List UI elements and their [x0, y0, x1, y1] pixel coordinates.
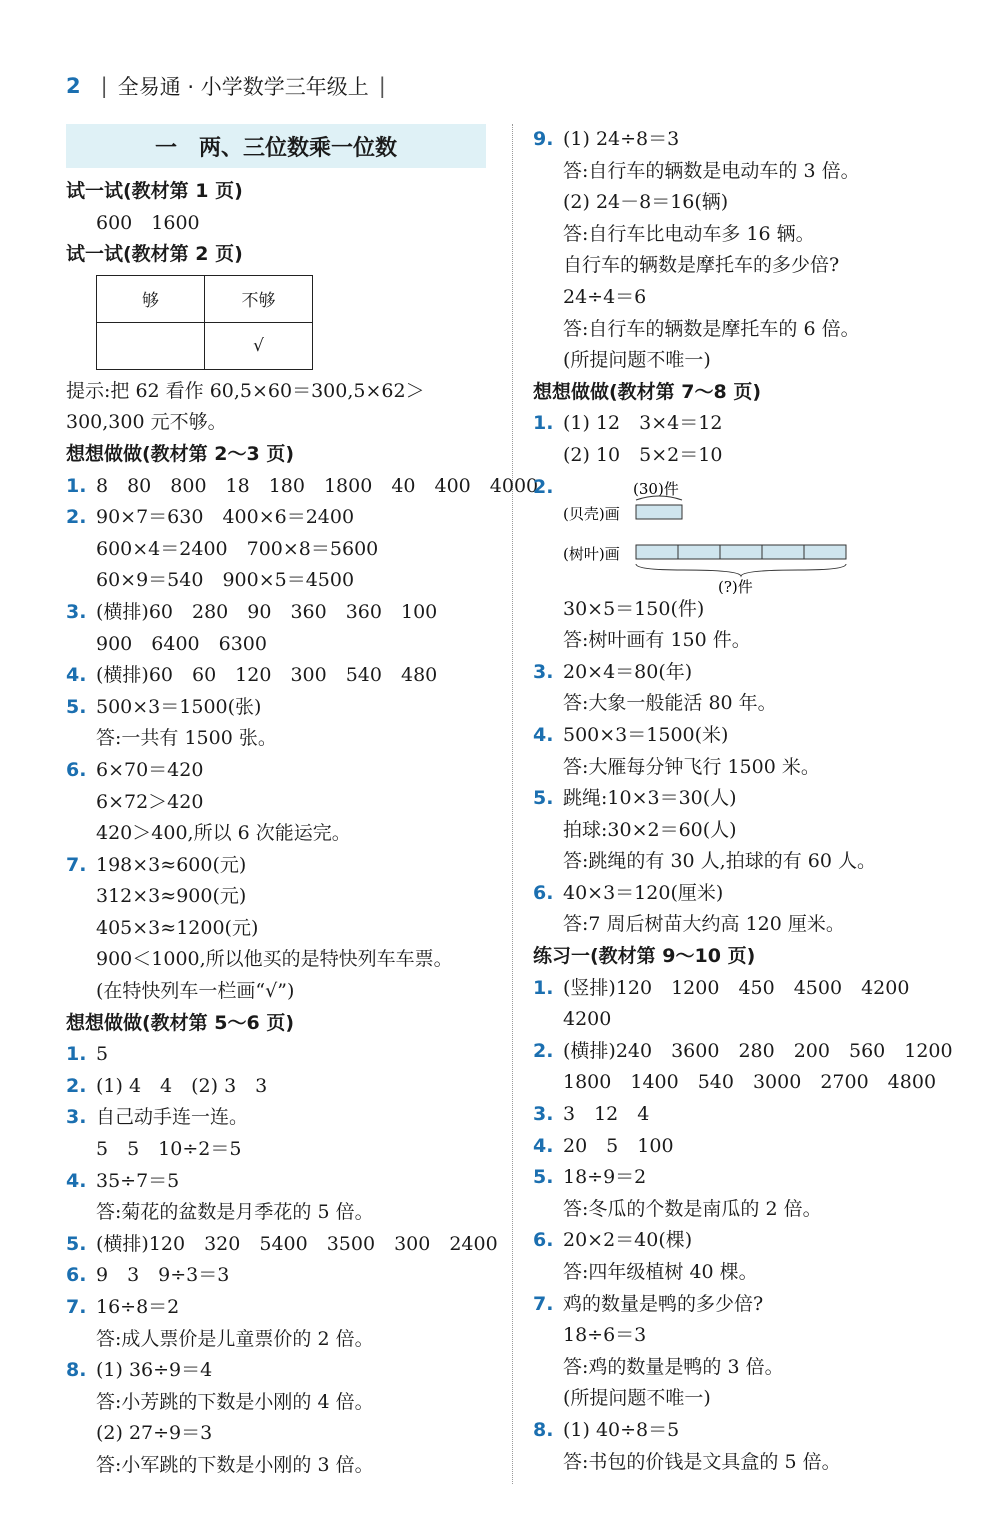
answer-line — [533, 1036, 963, 1068]
answer-text: 提示:把 62 看作 60,5×60＝300,5×62＞ — [66, 379, 425, 402]
answer-line — [66, 944, 496, 976]
answer-line — [66, 208, 496, 240]
answer-text: (2) 10 5×2＝10 — [563, 443, 723, 466]
answer-line — [533, 973, 963, 1005]
answer-text: 答:自行车的辆数是摩托车的 6 倍。 — [563, 317, 860, 340]
answer-text: 答:大象一般能活 80 年。 — [563, 692, 777, 715]
answer-text: (所提问题不唯一) — [563, 349, 711, 372]
leaf-bar — [636, 545, 846, 559]
answer-text: (所提问题不唯一) — [563, 1387, 711, 1410]
question-number: 8. — [66, 1359, 87, 1382]
answer-line — [66, 755, 496, 787]
table-cell — [97, 322, 205, 369]
answer-text: (横排)120 320 5400 3500 300 2400 — [96, 1232, 498, 1255]
question-number: 3. — [533, 660, 554, 683]
answer-line — [533, 1004, 963, 1036]
answer-line — [533, 1067, 963, 1099]
answer-text: 答:7 周后树苗大约高 120 厘米。 — [563, 913, 845, 936]
answer-line — [533, 1447, 963, 1479]
section-heading: 试一试(教材第 2 页) — [66, 243, 243, 266]
answer-line — [66, 850, 496, 882]
right-column — [533, 124, 963, 1478]
answer-line — [533, 219, 963, 251]
chapter-title: 一 两、三位数乘一位数 — [66, 124, 486, 168]
answer-table — [96, 275, 313, 370]
book-title: 全易通 · 小学数学三年级上 — [117, 75, 369, 99]
answer-text: 500×3＝1500(张) — [96, 695, 262, 718]
answer-line — [533, 408, 963, 440]
question-number: 8. — [533, 1418, 554, 1441]
answer-line — [533, 720, 963, 752]
answer-text: (横排)60 60 120 300 540 480 — [96, 664, 438, 687]
answer-line — [533, 846, 963, 878]
answer-text: (竖排)120 1200 450 4500 4200 — [563, 976, 910, 999]
diagram-row2-label: (树叶)画 — [563, 544, 620, 563]
answer-text: 312×3≈900(元) — [96, 885, 247, 908]
answer-line — [66, 1418, 496, 1450]
question-number: 7. — [533, 1292, 554, 1315]
answer-line — [66, 1102, 496, 1134]
question-number: 7. — [66, 1296, 87, 1318]
question-number: 4. — [533, 723, 554, 746]
answer-line — [533, 1352, 963, 1384]
answer-text: 4200 — [563, 1008, 612, 1031]
answer-line — [533, 1289, 963, 1321]
answer-text: 答:大雁每分钟飞行 1500 米。 — [563, 755, 820, 778]
answer-line — [533, 440, 963, 472]
answer-text: 900 6400 6300 — [96, 632, 267, 655]
diagram-bottom-label: (?)件 — [718, 577, 753, 594]
answer-line — [66, 376, 496, 408]
answer-text: 20×4＝80(年) — [563, 660, 693, 683]
answer-text: (2) 24－8＝16(辆) — [563, 191, 729, 214]
answer-line — [66, 1071, 496, 1103]
answer-text: 9 3 9÷3＝3 — [96, 1264, 230, 1287]
answer-line — [533, 1383, 963, 1415]
answer-line — [533, 783, 963, 815]
answer-text: 500×3＝1500(米) — [563, 723, 729, 746]
answer-line — [533, 1225, 963, 1257]
answer-text: 900＜1000,所以他买的是特快列车车票。 — [96, 948, 453, 971]
answer-line — [66, 913, 496, 945]
answer-line — [66, 881, 496, 913]
answer-text: (在特快列车一栏画“√”) — [96, 980, 295, 1003]
answer-text: 跳绳:10×3＝30(人) — [563, 787, 737, 810]
answer-text: 5 5 10÷2＝5 — [96, 1138, 242, 1161]
answer-text: (横排)240 3600 280 200 560 1200 — [563, 1039, 953, 1062]
answer-text: 40×3＝120(厘米) — [563, 881, 724, 904]
answer-text: 24÷4＝6 — [563, 285, 647, 308]
answer-line — [533, 156, 963, 188]
question-number: 5. — [66, 695, 87, 718]
answer-text: 18÷9＝2 — [563, 1166, 647, 1189]
question-number: 3. — [66, 1106, 87, 1129]
page-header: 2 | 全易通 · 小学数学三年级上 | — [66, 68, 396, 104]
bar-diagram — [563, 472, 963, 594]
diagram-row1-label: (贝壳)画 — [563, 504, 620, 523]
question-number: 5. — [533, 1166, 554, 1189]
question-number: 5. — [66, 1232, 87, 1255]
answer-line — [66, 976, 496, 1008]
answer-line — [66, 1324, 496, 1356]
question-number: 2. — [66, 506, 87, 529]
answer-text: 1800 1400 540 3000 2700 4800 — [563, 1071, 937, 1094]
answer-line — [533, 1099, 963, 1131]
question-number: 9. — [533, 128, 554, 150]
question-number: 1. — [66, 1043, 87, 1066]
answer-text: 答:菊花的盆数是月季花的 5 倍。 — [96, 1201, 374, 1224]
answer-line — [66, 1134, 496, 1166]
answer-text: 答:小军跳的下数是小刚的 3 倍。 — [96, 1453, 374, 1476]
question-number: 4. — [533, 1134, 554, 1157]
answer-text: 60×9＝540 900×5＝4500 — [96, 569, 355, 592]
answer-text: 自己动手连一连。 — [96, 1106, 249, 1129]
section-heading: 想想做做(教材第 7～8 页) — [533, 380, 762, 403]
answer-text: 18÷6＝3 — [563, 1324, 647, 1347]
answer-line — [533, 657, 963, 689]
answer-text: 自行车的辆数是摩托车的多少倍? — [563, 254, 840, 277]
answer-line — [533, 625, 963, 657]
answer-text: 答:树叶画有 150 件。 — [563, 629, 751, 652]
answer-text: 405×3≈1200(元) — [96, 916, 259, 939]
answer-text: 600 1600 — [96, 211, 200, 234]
answer-line — [533, 1162, 963, 1194]
answer-line — [533, 1131, 963, 1163]
answer-line — [533, 1194, 963, 1226]
answer-text: 答:跳绳的有 30 人,拍球的有 60 人。 — [563, 850, 876, 873]
answer-text: 35÷7＝5 — [96, 1169, 180, 1192]
answer-text: 答:鸡的数量是鸭的 3 倍。 — [563, 1355, 784, 1378]
question-number: 1. — [533, 412, 554, 435]
answer-text: 20×2＝40(棵) — [563, 1229, 693, 1252]
left-column — [66, 124, 539, 1482]
answer-line — [66, 692, 496, 724]
question-number: 6. — [66, 1264, 87, 1287]
page-number: 2 — [66, 74, 81, 98]
answer-text: (1) 12 3×4＝12 — [563, 412, 723, 435]
table-cell: √ — [205, 322, 313, 369]
table-header-cell: 够 — [97, 275, 205, 322]
answer-line — [66, 1292, 496, 1324]
diagram-top-label: (30)件 — [633, 479, 679, 498]
question-number: 7. — [66, 853, 87, 876]
answer-text: 答:冬瓜的个数是南瓜的 2 倍。 — [563, 1197, 822, 1220]
question-number: 1. — [533, 976, 554, 999]
question-number: 6. — [66, 758, 87, 781]
answer-line — [66, 1166, 496, 1198]
answer-text: 6×72＞420 — [96, 790, 204, 813]
answer-line — [66, 471, 539, 503]
answer-text: 5 — [96, 1043, 109, 1066]
answer-line — [66, 502, 496, 534]
answer-line — [66, 597, 496, 629]
answer-text: 420＞400,所以 6 次能运完。 — [96, 822, 351, 845]
answer-text: 198×3≈600(元) — [96, 853, 247, 876]
answer-line — [533, 124, 963, 156]
answer-line — [533, 1415, 963, 1447]
answer-line — [533, 345, 963, 377]
section-heading: 练习一(教材第 9～10 页) — [533, 945, 756, 968]
answer-text: (1) 24÷8＝3 — [563, 128, 680, 150]
answer-text: 答:成人票价是儿童票价的 2 倍。 — [96, 1327, 374, 1350]
answer-line — [66, 1197, 496, 1229]
section-heading: 想想做做(教材第 5～6 页) — [66, 1011, 295, 1034]
answer-text: 3 12 4 — [563, 1103, 650, 1126]
question-number: 6. — [533, 1229, 554, 1252]
question-number: 3. — [66, 600, 87, 623]
answer-text: 90×7＝630 400×6＝2400 — [96, 506, 355, 529]
answer-text: 8 80 800 18 180 1800 40 400 4000 — [96, 474, 539, 497]
answer-line — [533, 594, 963, 626]
answer-text: 20 5 100 — [563, 1134, 674, 1157]
table-header-cell: 不够 — [205, 275, 313, 322]
question-number: 6. — [533, 881, 554, 904]
answer-line — [533, 752, 963, 784]
answer-line — [66, 1229, 496, 1261]
answer-line — [66, 723, 496, 755]
answer-line — [66, 818, 496, 850]
answer-line — [533, 878, 963, 910]
answer-text: 答:一共有 1500 张。 — [96, 727, 277, 750]
question-number: 3. — [533, 1103, 554, 1126]
answer-line — [533, 688, 963, 720]
answer-text: 16÷8＝2 — [96, 1296, 180, 1318]
answer-line — [66, 565, 496, 597]
section-heading: 想想做做(教材第 2～3 页) — [66, 442, 295, 465]
answer-line — [66, 534, 496, 566]
answer-line — [66, 660, 496, 692]
question-number: 2. — [66, 1074, 87, 1097]
answer-line — [66, 787, 496, 819]
answer-text: 答:四年级植树 40 棵。 — [563, 1261, 758, 1283]
answer-text: 600×4＝2400 700×8＝5600 — [96, 537, 379, 560]
answer-text: 答:自行车比电动车多 16 辆。 — [563, 222, 815, 245]
shell-bar — [636, 505, 682, 519]
answer-line — [66, 1450, 496, 1482]
question-number: 2. — [533, 1039, 554, 1062]
answer-text: (1) 40÷8＝5 — [563, 1418, 680, 1441]
answer-line — [66, 629, 496, 661]
question-number: 4. — [66, 1169, 87, 1192]
answer-text: (2) 27÷9＝3 — [96, 1422, 213, 1445]
answer-line — [533, 187, 963, 219]
answer-line — [533, 815, 963, 847]
answer-text: 答:书包的价钱是文具盒的 5 倍。 — [563, 1450, 841, 1473]
answer-text: 鸡的数量是鸭的多少倍? — [563, 1292, 764, 1315]
question-number: 4. — [66, 664, 87, 687]
answer-line — [66, 1355, 496, 1387]
line-segment-diagram — [533, 472, 963, 594]
answer-line — [66, 407, 496, 439]
answer-line — [66, 1260, 496, 1292]
answer-line — [66, 1039, 496, 1071]
answer-text: 答:自行车的辆数是电动车的 3 倍。 — [563, 159, 860, 182]
answer-line — [66, 1387, 496, 1419]
answer-line — [533, 909, 963, 941]
question-number: 5. — [533, 787, 554, 810]
answer-text: 6×70＝420 — [96, 758, 204, 781]
answer-text: 300,300 元不够。 — [66, 411, 227, 434]
question-number: 1. — [66, 474, 87, 497]
answer-text: 答:小芳跳的下数是小刚的 4 倍。 — [96, 1390, 374, 1413]
section-heading: 试一试(教材第 1 页) — [66, 180, 243, 202]
answer-line — [533, 250, 963, 282]
answer-line — [533, 282, 963, 314]
answer-line — [533, 314, 963, 346]
answer-text: (横排)60 280 90 360 360 100 — [96, 600, 438, 623]
answer-text: (1) 36÷9＝4 — [96, 1359, 213, 1382]
answer-text: 拍球:30×2＝60(人) — [563, 818, 737, 841]
answer-text: 30×5＝150(件) — [563, 597, 705, 620]
answer-line — [533, 1320, 963, 1352]
question-number: 2. — [533, 475, 554, 498]
answer-line — [533, 1257, 963, 1289]
column-divider — [512, 124, 513, 1484]
answer-text: (1) 4 4 (2) 3 3 — [96, 1074, 268, 1097]
